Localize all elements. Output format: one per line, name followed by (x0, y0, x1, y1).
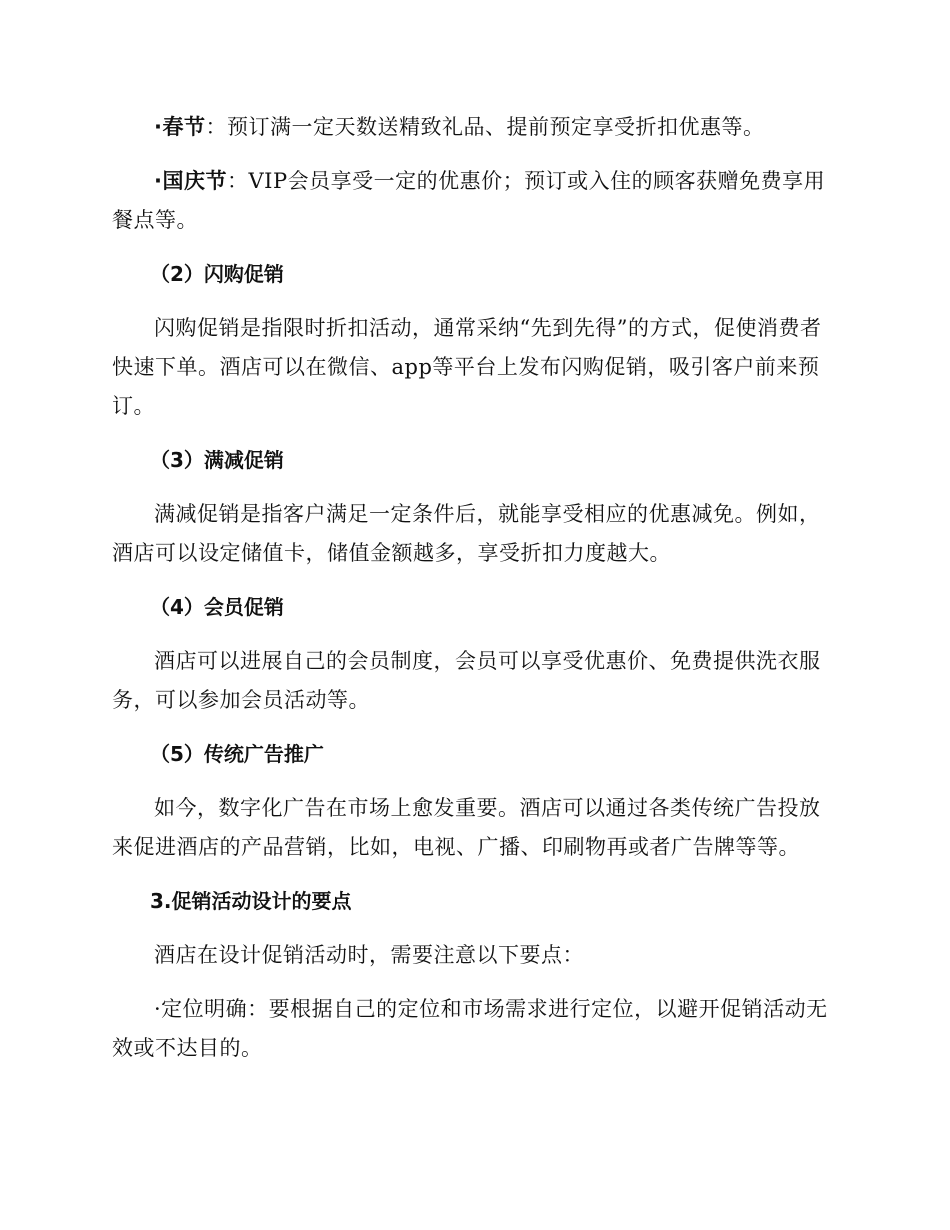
member-promo-heading: （4）会员促销 (150, 595, 284, 619)
document-page (112, 108, 836, 1083)
member-promo-paragraph: 酒店可以进展自己的会员制度，会员可以享受优惠价、免费提供洗衣服务，可以参加会员活动等。 (112, 649, 821, 712)
discount-heading: （3）满减促销 (150, 448, 284, 472)
design-points-intro: 酒店在设计促销活动时，需要注意以下要点： (154, 943, 584, 967)
flash-sale-heading: （2）闪购促销 (150, 262, 284, 286)
spring-festival-term: ·春节 (154, 115, 206, 139)
traditional-ad-paragraph: 如今，数字化广告在市场上愈发重要。酒店可以通过各类传统广告投放来促进酒店的产品营销，比如，电视、广播、印刷物再或者广告牌等等。 (112, 796, 821, 859)
national-day-term: ·国庆节 (154, 169, 227, 193)
traditional-ad-heading: （5）传统广告推广 (150, 742, 324, 766)
positioning-paragraph: ·定位明确：要根据自己的定位和市场需求进行定位，以避开促销活动无效或不达目的。 (112, 997, 828, 1060)
flash-sale-paragraph: 闪购促销是指限时折扣活动，通常采纳“先到先得”的方式，促使消费者快速下单。酒店可以在微信、app等平台上发布闪购促销，吸引客户前来预订。 (112, 316, 822, 418)
spring-festival-paragraph (112, 108, 836, 147)
design-points-heading: 3.促销活动设计的要点 (150, 889, 352, 913)
discount-paragraph: 满减促销是指客户满足一定条件后，就能享受相应的优惠减免。例如，酒店可以设定储值卡，储值金额越多，享受折扣力度越大。 (112, 502, 821, 565)
national-day-paragraph (112, 162, 836, 240)
national-day-text: ：VIP会员享受一定的优惠价；预订或入住的顾客获赠免费享用餐点等。 (112, 169, 826, 232)
spring-festival-text: ：预订满一定天数送精致礼品、提前预定享受折扣优惠等。 (205, 115, 765, 139)
